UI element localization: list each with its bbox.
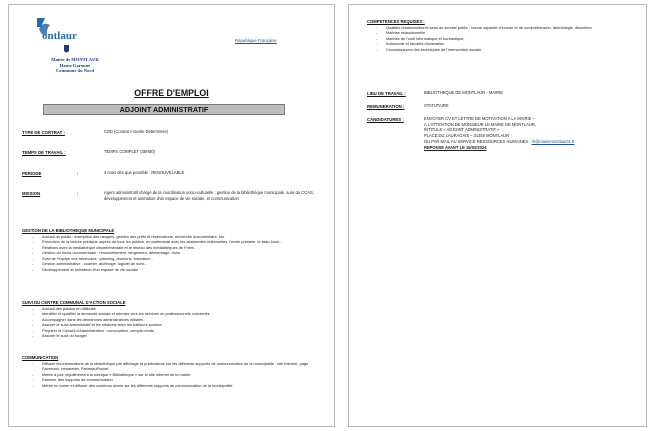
application-line: A L'ATTENTION DE MONSIEUR LE MAIRE DE MONTLAUR, [424, 121, 536, 127]
mairie-line: Haute Garonne [59, 62, 91, 68]
mission-label: MISSION [22, 191, 41, 196]
email-link[interactable]: rh@mairiemontlaur31.fr [531, 138, 575, 144]
mairie-header [27, 57, 123, 74]
email-prefix: OU PAR MAIL AU SERVICE RESSOURCES HUMAINES : [424, 138, 532, 144]
document-page-2 [348, 4, 647, 427]
list-item: - Gestion du fonds documentaire : renouvellement, rangement, désherbage, dons [22, 250, 322, 255]
period-value: 3 mois dès que possible : RENOUVELABLE [104, 170, 185, 175]
mission-value: Agent administratif chargé de la coordination socio-culturelle : gestion de la bibliothèque municipale, suivi du CCAS, développement et animation d'un espace de vie sociale, et communication [104, 190, 314, 201]
application-line: INTITULE « ADJOINT ADMINISTRATIF » [424, 127, 500, 133]
communication-task-list [22, 361, 322, 388]
mairie-line: Commune du Nord [55, 68, 95, 74]
application-line: ENVOYER CV ET LETTRE DE MOTIVATION A LA MAIRIE – [424, 116, 535, 121]
contract-value: CDD (Contrat A Durée Déterminée) [104, 129, 169, 134]
republic-link[interactable]: République Française [235, 38, 277, 43]
list-item: - Connaissances des techniques de l'intervention sociale [366, 47, 638, 52]
work-time-label: TEMPS DE TRAVAIL : [22, 150, 66, 155]
list-item: - Accueil des publics en difficulté [22, 306, 322, 311]
logo-text: ontlaur [42, 30, 77, 42]
library-section-title: GESTION DE LA BIBLIOTHEQUE MUNICIPALE [22, 228, 115, 233]
salary-value: STATUTAIRE [424, 103, 449, 108]
workplace-label: LIEU DE TRAVAIL : [367, 91, 406, 96]
applications-block [424, 116, 644, 150]
application-line: PLACE DU LAURAGAIS – 31450 MONTLAUR [424, 133, 510, 139]
deadline: REPONSE AVANT LE 15/02/2024 [424, 144, 487, 150]
salary-label: REMUNERATION : [367, 104, 405, 109]
colon: : [77, 191, 79, 196]
list-item: - Accompagner dans les démarches administratives initiales [22, 317, 322, 322]
applications-label: CANDIDATURES : [367, 117, 404, 122]
list-item: - Gestion administrative : courrier, archivage, logiciel de suivi... [22, 261, 322, 266]
post-title: ADJOINT ADMINISTRATIF [43, 104, 285, 115]
list-item: - Assurer le suivi du budget [22, 333, 322, 338]
skills-list [366, 25, 638, 52]
list-item: - Diffuser les informations de la bibliothèque par affichage et publications sur les différents supports de communication de la municipalité : site internet, page Facebook, newsletter, PanneauPocket [22, 361, 322, 372]
list-item: - Accueil du public : inscription des usagers, gestion des prêts et réservations, recherche documentaire, etc. [22, 234, 322, 239]
offer-title: OFFRE D'EMPLOI [134, 88, 209, 98]
list-item: - Autonomie et facultés d'animation [366, 41, 638, 46]
list-item: - Elaborer des supports de communication [22, 377, 322, 382]
montlaur-logo [34, 15, 96, 55]
list-item: - Mettre en forme et diffuser des contenus divers sur les différents supports de communication de la municipalité [22, 383, 322, 388]
list-item: - Suivi de l'équipe des bénévoles : planning, réunions, formation... [22, 256, 322, 261]
list-item: - Identifier et qualifier la demande sociale et orienter vers les services ou professionnels concernés [22, 311, 322, 316]
document-page-1 [8, 4, 335, 427]
ccas-section-title: SUIVI DU CENTRE COMMUNAL D'ACTION SOCIALE [22, 300, 126, 305]
mairie-line: Mairie de MONTLAUR [51, 57, 99, 62]
list-item: - Développement et animation d'un espace de vie sociale [22, 267, 322, 272]
list-item: - Promotion de la lecture publique auprès de tous les publics, en partenariat avec les assistantes maternelles, l'école primaire, le tissu local... [22, 239, 322, 244]
ccas-task-list [22, 306, 322, 339]
list-item: - Mettre à jour régulièrement la rubrique « Bibliothèque » sur le site internet de la mairie [22, 372, 322, 377]
work-time-value: TEMPS COMPLET (35H00) [104, 149, 155, 154]
list-item: - Relations avec la médiathèque départementale et le réseau des médiathèques de Friers [22, 245, 322, 250]
period-label: PERIODE [22, 171, 42, 176]
workplace-value: BIBLIOTHEQUE DE MONTLAUR - MAIRIE [424, 90, 503, 95]
list-item: - Qualités relationnelles et sens du service public : bonne capacité d'écoute et de compréhension, déontologie, discrétion [366, 25, 638, 30]
colon: : [77, 171, 79, 176]
skills-section-title: COMPETENCES REQUISES : [367, 19, 425, 24]
list-item: - Maîtrise de l'outil informatique et bureautique, [366, 36, 638, 41]
contract-label: TYPE DE CONTRAT : [22, 130, 65, 135]
list-item: - Préparer le Conseil d'Administration : convocation, compte-rendu [22, 328, 322, 333]
library-task-list [22, 234, 322, 272]
list-item: - Assurer le suivi administratif et les relations avec les bailleurs sociaux [22, 322, 322, 327]
communication-section-title: COMMUNICATION [22, 355, 59, 360]
list-item: - Maîtrise rédactionnelle [366, 30, 638, 35]
